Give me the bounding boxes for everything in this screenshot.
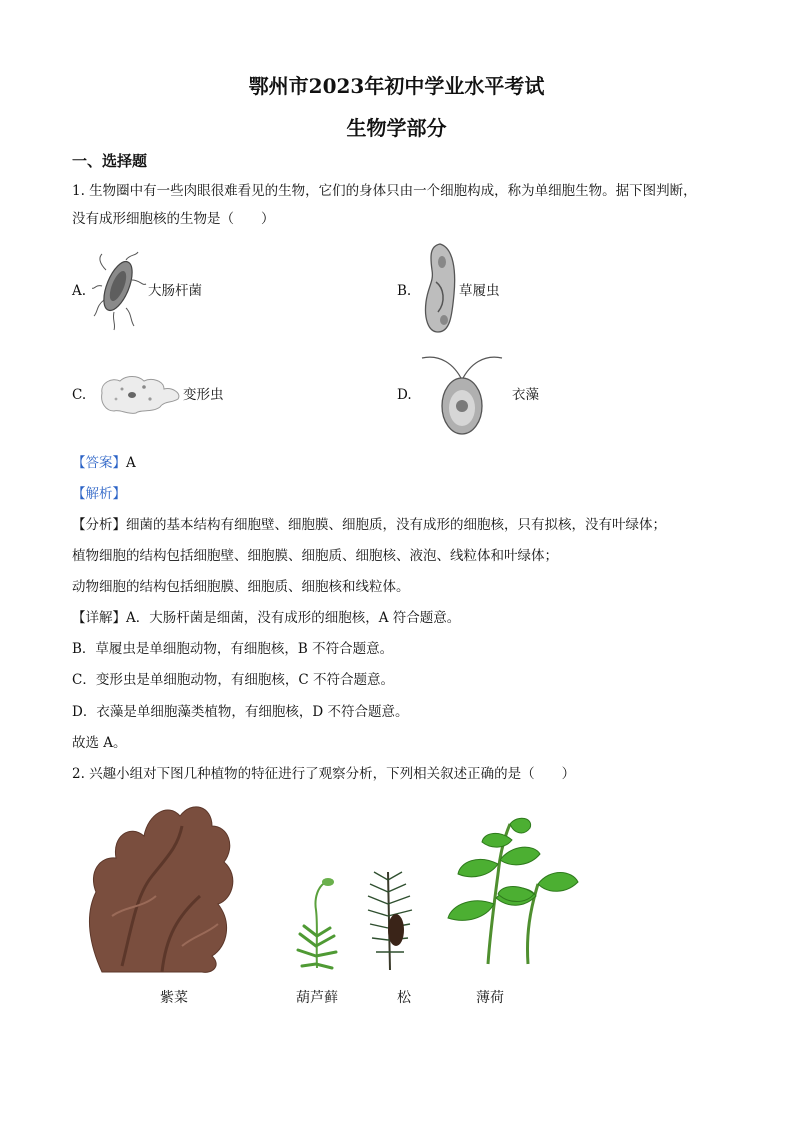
detail-a-text: A．大肠杆菌是细菌，没有成形的细胞核，A 符合题意。 bbox=[126, 610, 461, 626]
fenxi-tag: 【分析】 bbox=[72, 517, 126, 533]
detail-line-c: C．变形虫是单细胞动物，有细胞核，C 不符合题意。 bbox=[72, 672, 394, 688]
plant-label-moss: 葫芦藓 bbox=[296, 990, 338, 1006]
plant-label-pine: 松 bbox=[397, 990, 411, 1006]
question-2-line-1: 2. 兴趣小组对下图几种植物的特征进行了观察分析，下列相关叙述正确的是（ ） bbox=[72, 766, 576, 782]
conclusion-line: 故选 A。 bbox=[72, 735, 127, 751]
option-b-name: 草履虫 bbox=[459, 283, 500, 299]
option-a-name: 大肠杆菌 bbox=[148, 283, 202, 299]
paramecium-illustration bbox=[420, 242, 460, 336]
xiangjie-tag: 【详解】 bbox=[72, 610, 126, 626]
plant-label-nori: 紫菜 bbox=[160, 990, 188, 1006]
plant-cell-line: 植物细胞的结构包括细胞壁、细胞膜、细胞质、细胞核、液泡、线粒体和叶绿体； bbox=[72, 548, 558, 564]
page-subtitle: 生物学部分 bbox=[346, 116, 447, 140]
answer-value: A bbox=[126, 455, 136, 471]
answer-line bbox=[72, 453, 136, 473]
mint-illustration bbox=[438, 814, 584, 966]
option-d-letter: D. bbox=[397, 387, 412, 403]
detail-line-d: D．衣藻是单细胞藻类植物，有细胞核，D 不符合题意。 bbox=[72, 704, 409, 720]
option-a-letter: A. bbox=[72, 283, 87, 299]
question-1-line-2: 没有成形细胞核的生物是（ ） bbox=[72, 211, 275, 227]
fenxi-line bbox=[72, 515, 666, 535]
section-heading: 一、选择题 bbox=[72, 152, 148, 170]
nori-illustration bbox=[82, 796, 244, 974]
option-c-letter: C. bbox=[72, 387, 87, 403]
amoeba-illustration bbox=[98, 373, 182, 415]
fenxi-text: 细菌的基本结构有细胞壁、细胞膜、细胞质，没有成形的细胞核，只有拟核，没有叶绿体； bbox=[126, 517, 666, 533]
pine-illustration bbox=[366, 866, 414, 972]
answer-tag: 【答案】 bbox=[72, 455, 126, 471]
option-c-name: 变形虫 bbox=[183, 387, 224, 403]
plant-label-mint: 薄荷 bbox=[476, 990, 504, 1006]
option-b-letter: B. bbox=[397, 283, 412, 299]
animal-cell-line: 动物细胞的结构包括细胞膜、细胞质、细胞核和线粒体。 bbox=[72, 579, 410, 595]
option-d-name: 衣藻 bbox=[512, 387, 539, 403]
moss-illustration bbox=[292, 876, 342, 972]
detail-line-b: B．草履虫是单细胞动物，有细胞核，B 不符合题意。 bbox=[72, 641, 394, 657]
detail-line-a bbox=[72, 608, 460, 628]
page-title: 鄂州市2023年初中学业水平考试 bbox=[248, 74, 545, 98]
analysis-tag: 【解析】 bbox=[72, 486, 126, 502]
question-1-line-1: 1. 生物圈中有一些肉眼很难看见的生物，它们的身体只由一个细胞构成，称为单细胞生物。据下图判断， bbox=[72, 183, 697, 199]
ecoli-illustration bbox=[92, 250, 148, 332]
chlamydomonas-illustration bbox=[418, 350, 506, 438]
